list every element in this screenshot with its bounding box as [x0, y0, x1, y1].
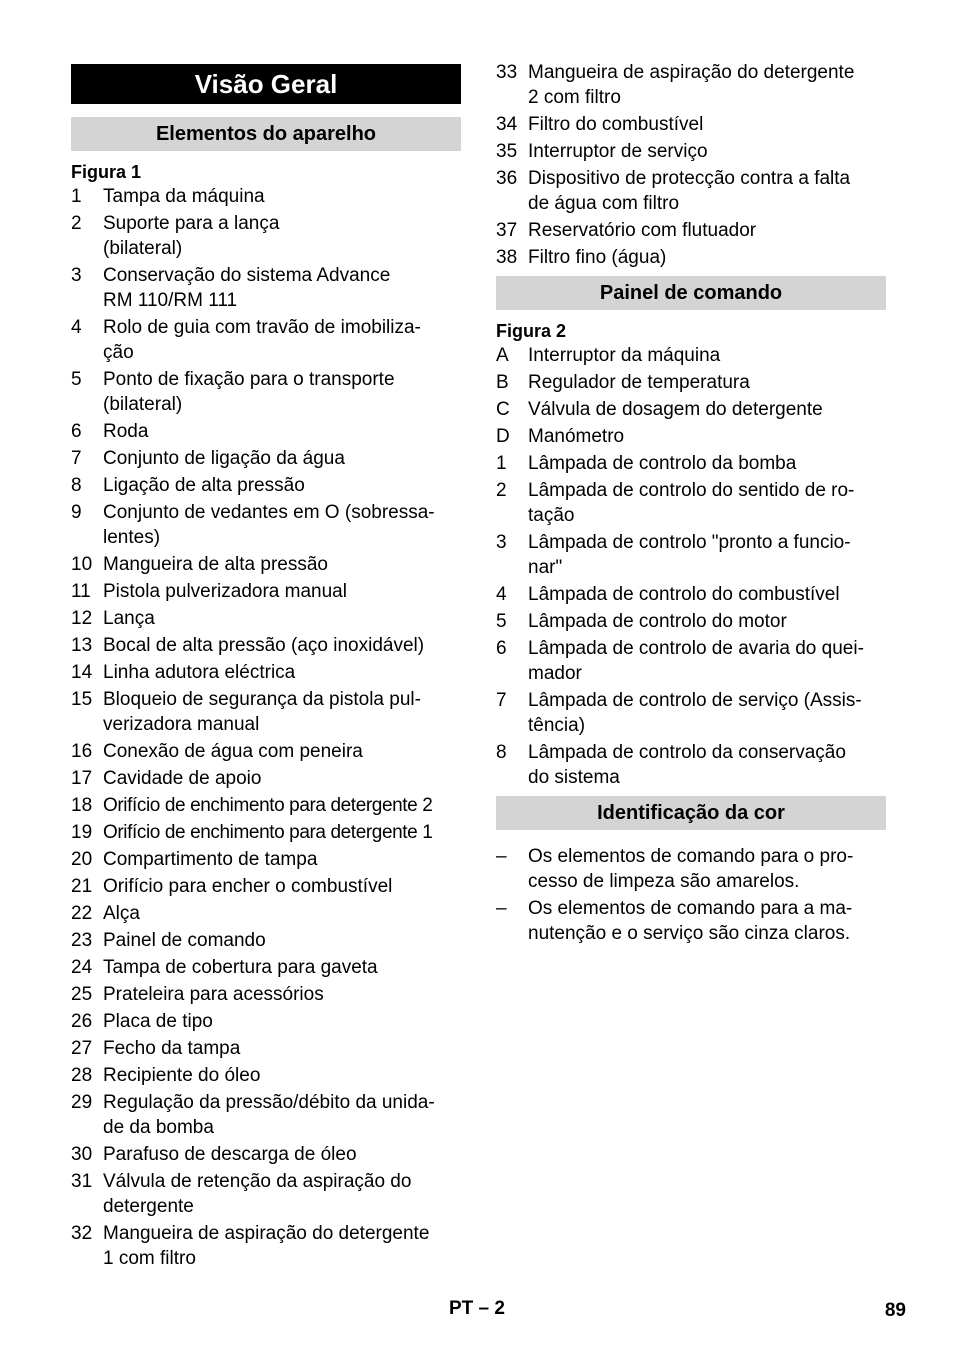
list-item — [496, 609, 886, 634]
item-number: 7 — [71, 448, 82, 469]
item-number: B — [496, 372, 509, 393]
item-number: 32 — [71, 1223, 93, 1244]
item-number: 17 — [71, 768, 93, 789]
item-number: 19 — [71, 822, 93, 843]
item-text: Orifício de enchimento para detergente 1 — [103, 822, 433, 843]
item-number: 22 — [71, 903, 93, 924]
item-text: Orifício de enchimento para detergente 2 — [103, 795, 433, 816]
list-item — [71, 739, 461, 764]
item-number: D — [496, 426, 510, 447]
list-item — [496, 451, 886, 476]
item-text: Lâmpada de controlo "pronto a funcio- nar" — [528, 532, 851, 578]
item-text: Recipiente do óleo — [103, 1065, 261, 1086]
list-item — [71, 820, 461, 845]
list-item — [496, 530, 886, 580]
list-item — [71, 1009, 461, 1034]
item-text: Lâmpada de controlo de serviço (Assis- tência) — [528, 690, 862, 736]
list-item — [496, 844, 886, 894]
item-number: 21 — [71, 876, 93, 897]
item-number: 12 — [71, 608, 93, 629]
item-text: Mangueira de alta pressão — [103, 554, 328, 575]
item-number: 31 — [71, 1171, 93, 1192]
list-item — [71, 419, 461, 444]
item-text: Rolo de guia com travão de imobiliza- ção — [103, 317, 421, 363]
list-item — [496, 245, 886, 270]
item-number: 6 — [71, 421, 82, 442]
item-number: 35 — [496, 141, 518, 162]
item-text: Roda — [103, 421, 149, 442]
item-number: 9 — [71, 502, 82, 523]
list-item — [71, 660, 461, 685]
control-panel-list — [496, 343, 886, 790]
list-item — [71, 766, 461, 791]
item-text: Parafuso de descarga de óleo — [103, 1144, 357, 1165]
item-text: Filtro do combustível — [528, 114, 704, 135]
item-number: 10 — [71, 554, 93, 575]
list-item — [71, 1063, 461, 1088]
item-number: 29 — [71, 1092, 93, 1113]
item-number: 7 — [496, 690, 507, 711]
item-number: C — [496, 399, 510, 420]
list-item — [71, 579, 461, 604]
item-text: Conexão de água com peneira — [103, 741, 363, 762]
item-text: Conjunto de ligação da água — [103, 448, 345, 469]
item-text: Lâmpada de controlo de avaria do quei- mador — [528, 638, 864, 684]
figure-2-label: Figura 2 — [496, 321, 567, 341]
list-item — [71, 500, 461, 550]
item-text: Lâmpada de controlo do motor — [528, 611, 787, 632]
item-text: Bocal de alta pressão (aço inoxidável) — [103, 635, 425, 656]
list-item — [71, 552, 461, 577]
item-number: 26 — [71, 1011, 93, 1032]
item-number: 13 — [71, 635, 93, 656]
item-number: – — [496, 846, 507, 867]
item-number: 24 — [71, 957, 93, 978]
list-item — [496, 343, 886, 368]
item-number: 2 — [496, 480, 507, 501]
item-number: 25 — [71, 984, 93, 1005]
item-text: Tampa da máquina — [103, 186, 265, 207]
section-heading-elements: Elementos do aparelho — [71, 117, 461, 151]
item-text: Mangueira de aspiração do detergente 2 com filtro — [528, 62, 855, 108]
item-number: – — [496, 898, 507, 919]
list-item — [71, 847, 461, 872]
list-item — [71, 1169, 461, 1219]
item-number: 38 — [496, 247, 518, 268]
item-text: Reservatório com flutuador — [528, 220, 757, 241]
list-item — [496, 112, 886, 137]
list-item — [71, 687, 461, 737]
item-text: Prateleira para acessórios — [103, 984, 324, 1005]
list-item — [496, 636, 886, 686]
item-text: Painel de comando — [103, 930, 266, 951]
list-item — [496, 424, 886, 449]
item-text: Válvula de dosagem do detergente — [528, 399, 823, 420]
item-number: 20 — [71, 849, 93, 870]
section-heading-color-id: Identificação da cor — [496, 796, 886, 830]
item-text: Os elementos de comando para o pro- cesso de limpeza são amarelos. — [528, 846, 854, 892]
item-number: A — [496, 345, 509, 366]
item-number: 6 — [496, 638, 507, 659]
list-item — [496, 218, 886, 243]
left-column — [71, 60, 461, 1273]
list-item — [496, 139, 886, 164]
item-text: Lâmpada de controlo da bomba — [528, 453, 797, 474]
item-number: 18 — [71, 795, 93, 816]
item-number: 11 — [71, 581, 91, 602]
section-heading-control-panel: Painel de comando — [496, 276, 886, 310]
figure-1-label: Figura 1 — [71, 162, 142, 182]
item-number: 37 — [496, 220, 518, 241]
list-item — [71, 982, 461, 1007]
item-text: Pistola pulverizadora manual — [103, 581, 347, 602]
item-text: Dispositivo de protecção contra a falta de água com filtro — [528, 168, 851, 214]
list-item — [71, 633, 461, 658]
item-text: Conservação do sistema Advance RM 110/RM 111 — [103, 265, 391, 311]
item-text: Lâmpada de controlo da conservação do sistema — [528, 742, 846, 788]
item-number: 36 — [496, 168, 518, 189]
list-item — [496, 896, 886, 946]
footer-page-number: 89 — [884, 1300, 906, 1321]
list-item — [71, 473, 461, 498]
list-item — [71, 263, 461, 313]
item-text: Regulação da pressão/débito da unida- de da bomba — [103, 1092, 435, 1138]
item-text: Cavidade de apoio — [103, 768, 262, 789]
item-text: Alça — [103, 903, 140, 924]
item-number: 1 — [71, 186, 82, 207]
list-item — [71, 955, 461, 980]
item-number: 3 — [71, 265, 82, 286]
list-item — [71, 606, 461, 631]
item-number: 16 — [71, 741, 93, 762]
item-text: Interruptor de serviço — [528, 141, 708, 162]
item-text: Suporte para a lança (bilateral) — [103, 213, 280, 259]
list-item — [71, 874, 461, 899]
list-item — [496, 688, 886, 738]
page-title: Visão Geral — [71, 64, 461, 104]
item-text: Mangueira de aspiração do detergente 1 com filtro — [103, 1223, 430, 1269]
item-number: 8 — [71, 475, 82, 496]
item-number: 4 — [71, 317, 82, 338]
item-text: Fecho da tampa — [103, 1038, 241, 1059]
list-item — [496, 740, 886, 790]
list-item — [71, 184, 461, 209]
item-number: 34 — [496, 114, 518, 135]
item-text: Os elementos de comando para a ma- nutenção e o serviço são cinza claros. — [528, 898, 853, 944]
item-number: 30 — [71, 1144, 93, 1165]
item-number: 4 — [496, 584, 507, 605]
list-item — [71, 367, 461, 417]
item-text: Regulador de temperatura — [528, 372, 750, 393]
list-item — [71, 1090, 461, 1140]
item-number: 1 — [496, 453, 507, 474]
item-text: Filtro fino (água) — [528, 247, 667, 268]
item-number: 5 — [496, 611, 507, 632]
list-item — [71, 1036, 461, 1061]
item-number: 33 — [496, 62, 518, 83]
item-text: Compartimento de tampa — [103, 849, 318, 870]
item-number: 5 — [71, 369, 82, 390]
item-text: Ligação de alta pressão — [103, 475, 305, 496]
list-item — [496, 478, 886, 528]
item-text: Placa de tipo — [103, 1011, 213, 1032]
item-number: 14 — [71, 662, 93, 683]
item-number: 2 — [71, 213, 82, 234]
list-item — [71, 1142, 461, 1167]
item-number: 23 — [71, 930, 93, 951]
item-text: Conjunto de vedantes em O (sobressa- lentes) — [103, 502, 435, 548]
list-item — [496, 370, 886, 395]
list-item — [71, 901, 461, 926]
color-id-list — [496, 844, 886, 946]
list-item — [496, 582, 886, 607]
item-text: Válvula de retenção da aspiração do detergente — [103, 1171, 412, 1217]
footer-language-page: PT – 2 — [449, 1298, 505, 1319]
item-text: Lâmpada de controlo do combustível — [528, 584, 840, 605]
item-text: Interruptor da máquina — [528, 345, 721, 366]
item-number: 8 — [496, 742, 507, 763]
list-item — [71, 793, 461, 818]
list-item — [71, 1221, 461, 1271]
list-item — [71, 315, 461, 365]
item-number: 27 — [71, 1038, 93, 1059]
list-item — [71, 211, 461, 261]
item-text: Ponto de fixação para o transporte (bilateral) — [103, 369, 395, 415]
item-text: Linha adutora eléctrica — [103, 662, 296, 683]
item-text: Lâmpada de controlo do sentido de ro- tação — [528, 480, 855, 526]
item-text: Tampa de cobertura para gaveta — [103, 957, 378, 978]
parts-list-right — [496, 60, 886, 270]
item-text: Manómetro — [528, 426, 625, 447]
list-item — [71, 446, 461, 471]
list-item — [71, 928, 461, 953]
right-column — [496, 60, 886, 948]
item-number: 28 — [71, 1065, 93, 1086]
item-text: Lança — [103, 608, 155, 629]
list-item — [496, 166, 886, 216]
item-number: 15 — [71, 689, 93, 710]
list-item — [496, 60, 886, 110]
item-number: 3 — [496, 532, 507, 553]
item-text: Bloqueio de segurança da pistola pul- verizadora manual — [103, 689, 421, 735]
parts-list-left — [71, 184, 461, 1271]
item-text: Orifício para encher o combustível — [103, 876, 393, 897]
list-item — [496, 397, 886, 422]
